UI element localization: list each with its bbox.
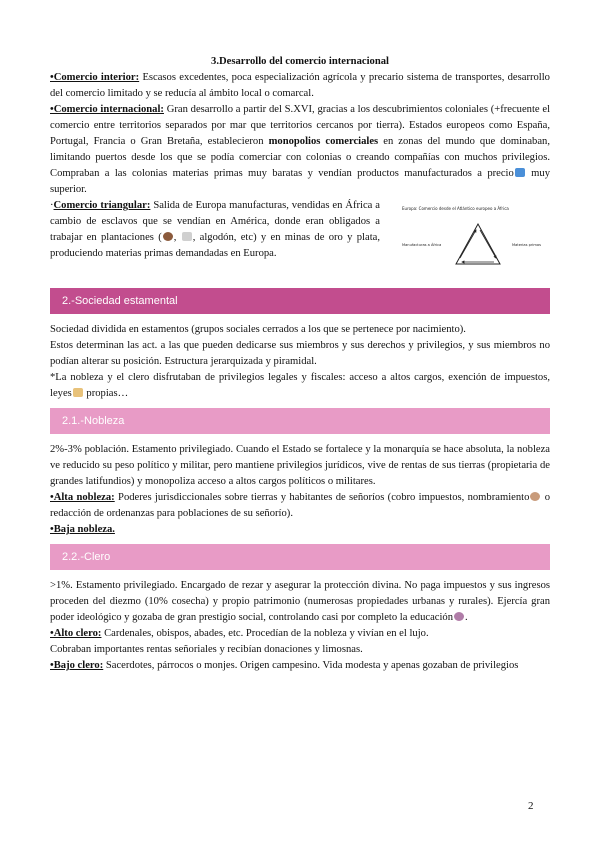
sociedad-paragraph-2: Estos determinan las act. a las que pueden dedicarse sus miembros y sus derechos y privilegios, y sus miembros no podían alterar su posición. Estructura jerarquizada y piramidal. [50, 340, 550, 367]
diagram-arrow-right [480, 230, 496, 258]
comercio-internacional-label: •Comercio internacional: [50, 104, 164, 115]
sociedad-paragraph-3 [50, 370, 550, 402]
triangular-trade-diagram [400, 202, 550, 280]
alta-nobleza-label: •Alta nobleza: [50, 492, 115, 503]
page-content [50, 54, 550, 674]
sugar-emoji-icon [182, 232, 192, 241]
alto-clero-text: Cardenales, obispos, abades, etc. Procedían de la nobleza y vivían en el lujo. [101, 628, 429, 639]
comercio-interior-paragraph [50, 70, 550, 102]
bajo-clero-label: •Bajo clero: [50, 660, 104, 671]
diagram-arrow-left [460, 230, 476, 258]
sociedad-paragraph-1: Sociedad dividida en estamentos (grupos sociales cerrados a los que se pertenece por nacimiento). [50, 324, 466, 335]
comercio-triangular-paragraph [50, 198, 380, 262]
comercio-internacional-text-3: muy superior. [50, 168, 550, 195]
sociedad-p3-text-b: propias… [83, 388, 129, 399]
banner-sociedad-estamental: 2.-Sociedad estamental [50, 288, 550, 314]
comercio-triangular-block [50, 198, 550, 280]
bajo-clero-text: Sacerdotes, párrocos o monjes. Origen campesino. Vida modesta y apenas gozaban de privilegios [103, 660, 519, 671]
comercio-triangular-text-2: , algodón, etc) y en minas de oro y plata, produciendo materias primas demandadas en Europa. [50, 232, 380, 259]
comercio-interior-label: •Comercio interior: [50, 72, 140, 83]
comercio-internacional-paragraph [50, 102, 550, 198]
comercio-triangular-sep: , [173, 232, 181, 243]
page-number: 2 [528, 800, 534, 812]
alta-nobleza-text-2: o redacción de ordenanzas para poblaciones de su señorío). [50, 492, 551, 519]
diagram-left-label: Manufacturas a África [402, 243, 442, 247]
monopolios-bold: monopolios comerciales [268, 136, 379, 147]
nobleza-paragraph: 2%-3% población. Estamento privilegiado. Cuando el Estado se fortalece y la monarquía se hace absoluta, la nobleza ve reducido su peso político y militar, pero mantiene privilegios jurídicos, vive de rentas de sus tierras (propietaria de grandes latifundios) y monopoliza acceso a altos cargos políticos o militares. [50, 444, 550, 487]
alto-clero-paragraph [50, 626, 550, 642]
comercio-internacional-text-2: en zonas del mundo que dominaban, limitando puertos desde los que se podía comerciar con colonias o creando compañías con muchos privilegios. Compraban a las colonias materias primas muy baratas y vendían productos manufacturados a precio [50, 136, 550, 179]
alta-nobleza-text-1: Poderes jurisdiccionales sobre tierras y habitantes de señoríos (cobro impuestos, nombramiento [114, 492, 530, 503]
clero-paragraph [50, 578, 550, 626]
banner-clero: 2.2.-Clero [50, 544, 550, 570]
sociedad-p3-text-a: *La nobleza y el clero disfrutaban de privilegios legales y fiscales: acceso a altos cargos, exención de impuestos, leyes [50, 372, 550, 399]
comercio-triangular-label: Comercio triangular: [53, 200, 151, 211]
baja-nobleza-paragraph [50, 522, 550, 538]
bajo-clero-paragraph [50, 658, 550, 674]
diagram-right-label: Materias primas [512, 243, 541, 247]
comercio-triangular-prefix: · [50, 200, 54, 211]
diagram-triangle [456, 224, 500, 264]
comercio-interior-text: Escasos excedentes, poca especialización agrícola y precario sistema de transportes, desarrollo del comercio limitado y se reducía al ámbito local o comarcal. [50, 72, 550, 99]
clero-text-a: >1%. Estamento privilegiado. Encargado de rezar y asegurar la protección divina. No paga impuestos y sus ingresos proceden del diezmo (10% cosecha) y propio patrimonio (numerosas propiedades urbanas y rurales). Ejercía gran poder ideológico y gozaba de gran prestigio social, controlando casi por completo la educación [50, 580, 550, 623]
comercio-internacional-text-1: Gran desarrollo a partir del S.XVI, gracias a los descubrimientos coloniales (+frecuente el comercio entre territorios separados por mar que territorios cercanos por tierra). Estados europeos como España, Portugal, Francia o Gran Bretaña, establecieron [50, 104, 551, 147]
baja-nobleza-label: •Baja nobleza. [50, 524, 115, 535]
comercio-triangular-text-1: Salida de Europa manufacturas, vendidas en África a cambio de esclavos que se vendían en América, donde eran obligados a trabajar en plantaciones ( [50, 200, 380, 243]
teacher-emoji-icon [454, 612, 464, 621]
money-emoji-icon [515, 168, 525, 177]
scroll-emoji-icon [73, 388, 83, 397]
clero-text-b: . [465, 612, 468, 623]
alta-nobleza-paragraph [50, 490, 550, 522]
section-3-title: 3.Desarrollo del comercio internacional [211, 56, 389, 67]
alto-clero-label: •Alto clero: [50, 628, 102, 639]
coffee-emoji-icon [163, 232, 173, 241]
diagram-top-label: Europa: Comercio desde el Atlántico europeo a África [402, 206, 509, 211]
person-emoji-icon [530, 492, 540, 501]
banner-nobleza: 2.1.-Nobleza [50, 408, 550, 434]
alto-clero-paragraph-2: Cobraban importantes rentas señoriales y recibían donaciones y limosnas. [50, 644, 363, 655]
